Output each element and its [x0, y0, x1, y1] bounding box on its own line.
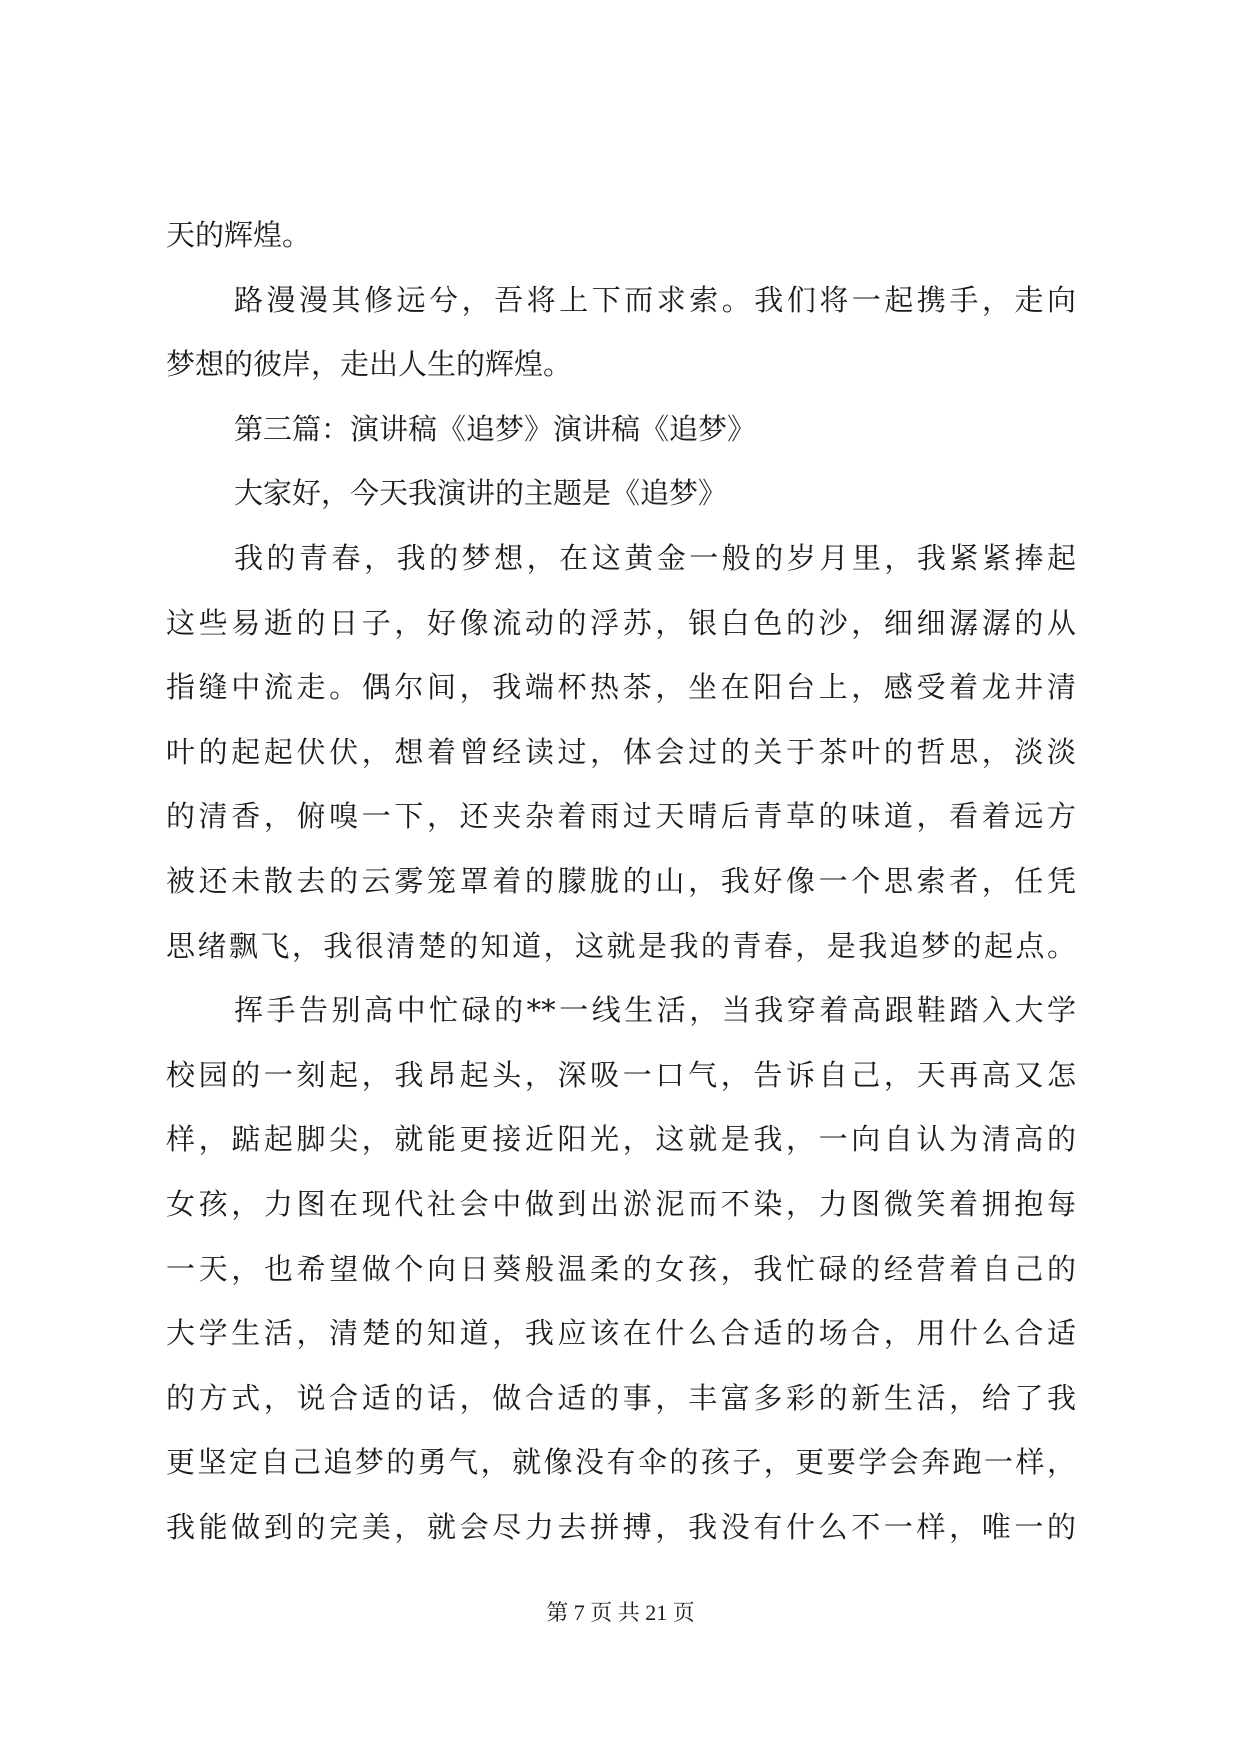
page-number: 第 7 页 共 21 页: [546, 1600, 695, 1625]
text-line: 指缝中流走。偶尔间，我端杯热茶，坐在阳台上，感受着龙井清: [166, 670, 1076, 705]
body-text: [166, 203, 1076, 1559]
text-line: 挥手告别高中忙碌的**一线生活，当我穿着高跟鞋踏入大学: [234, 993, 1076, 1028]
text-line: 梦想的彼岸，走出人生的辉煌。: [166, 347, 573, 382]
text-line: 女孩，力图在现代社会中做到出淤泥而不染，力图微笑着拥抱每: [166, 1186, 1076, 1221]
text-line: 一天，也希望做个向日葵般温柔的女孩，我忙碌的经营着自己的: [166, 1251, 1076, 1286]
text-line: 大家好，今天我演讲的主题是《追梦》: [234, 476, 728, 511]
text-line: 样，踮起脚尖，就能更接近阳光，这就是我，一向自认为清高的: [166, 1122, 1076, 1157]
text-line: 这些易逝的日子，好像流动的浮苏，银白色的沙，细细潺潺的从: [166, 605, 1076, 640]
page-footer: [0, 1598, 1241, 1628]
text-line: 天的辉煌。: [166, 218, 312, 252]
text-line: 叶的起起伏伏，想着曾经读过，体会过的关于茶叶的哲思，淡淡: [166, 734, 1076, 769]
text-line: 我的青春，我的梦想，在这黄金一般的岁月里，我紧紧捧起: [234, 540, 1076, 575]
text-line: 的清香，俯嗅一下，还夹杂着雨过天晴后青草的味道，看着远方: [166, 799, 1076, 834]
text-line: 我能做到的完美，就会尽力去拼搏，我没有什么不一样，唯一的: [166, 1509, 1076, 1544]
section-heading: 第三篇：演讲稿《追梦》演讲稿《追梦》: [234, 411, 757, 446]
text-line: 的方式，说合适的话，做合适的事，丰富多彩的新生活，给了我: [166, 1380, 1076, 1415]
text-line: 更坚定自己追梦的勇气，就像没有伞的孩子，更要学会奔跑一样，: [166, 1445, 1076, 1480]
text-line: 大学生活，清楚的知道，我应该在什么合适的场合，用什么合适: [166, 1316, 1076, 1351]
text-line: 思绪飘飞，我很清楚的知道，这就是我的青春，是我追梦的起点。: [166, 928, 1076, 963]
text-line: 路漫漫其修远兮，吾将上下而求索。我们将一起携手，走向: [234, 282, 1076, 317]
text-line: 校园的一刻起，我昂起头，深吸一口气，告诉自己，天再高又怎: [166, 1057, 1076, 1092]
text-line: 被还未散去的云雾笼罩着的朦胧的山，我好像一个思索者，任凭: [166, 863, 1076, 898]
